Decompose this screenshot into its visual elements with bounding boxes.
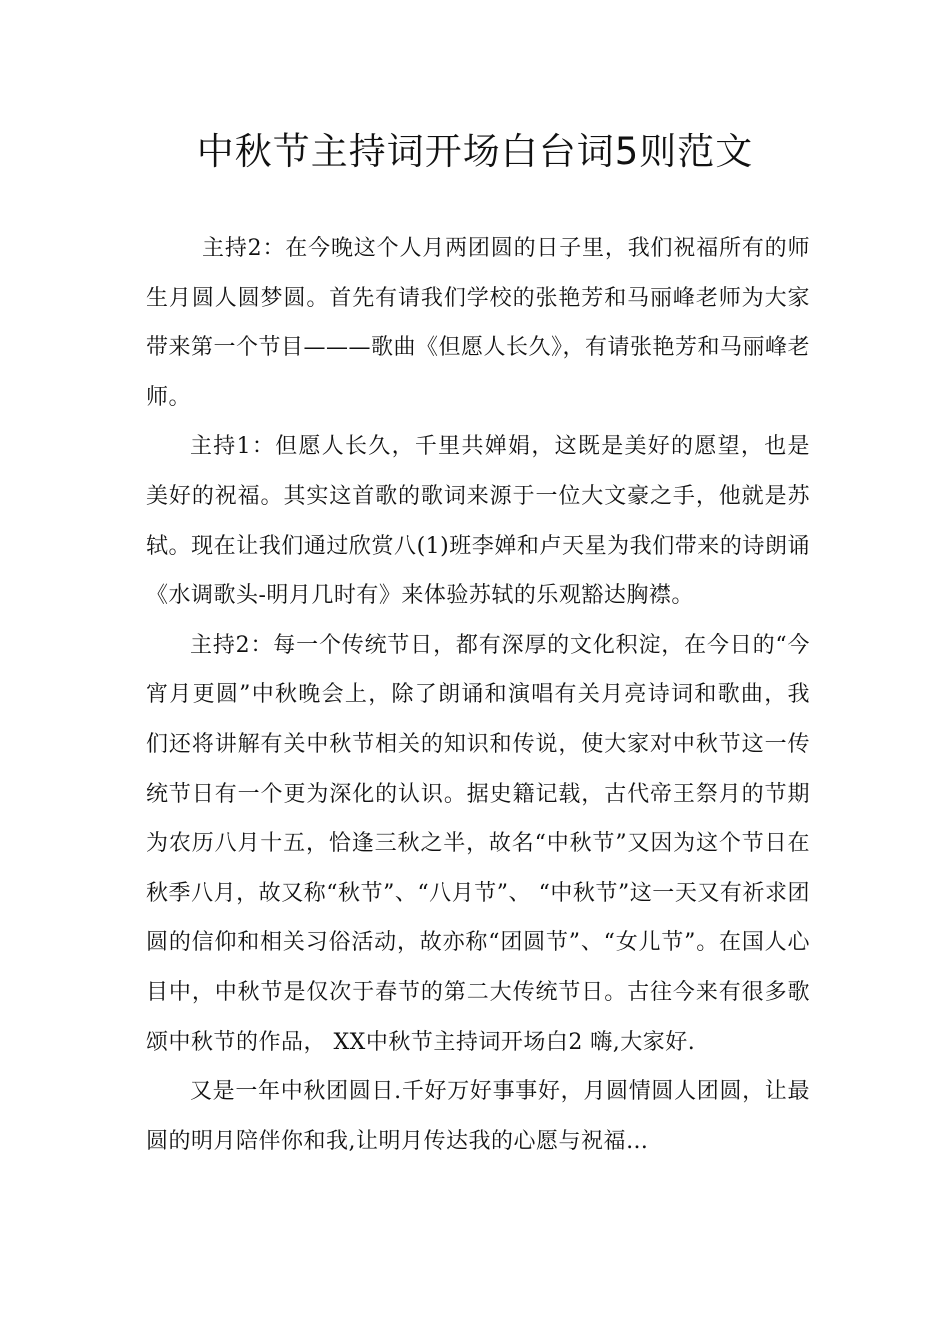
paragraph-closing-wishes: 又是一年中秋团圆日.千好万好事事好，月圆情圆人团圆，让最圆的明月陪伴你和我,让明月传达我的心愿与祝福… <box>146 1079 810 1154</box>
paragraph-host2-blessing: 主持2：在今晚这个人月两团圆的日子里，我们祝福所有的师生月圆人圆梦圆。首先有请我们学校的张艳芳和马丽峰老师为大家带来第一个节目———歌曲《但愿人长久》，有请张艳芳和马丽峰老师。 <box>146 236 811 410</box>
document-body <box>146 224 810 1166</box>
document-title: 中秋节主持词开场白台词5则范文 <box>196 130 754 173</box>
paragraph-host2-tradition: 主持2：每一个传统节日，都有深厚的文化积淀，在今日的“今宵月更圆”中秋晚会上，除了朗诵和演唱有关月亮诗词和歌曲，我们还将讲解有关中秋节相关的知识和传说，使大家对中秋节这一传统节日有一个更为深化的认识。据史籍记载，古代帝王祭月的节期为农历八月十五，恰逢三秋之半，故名“中秋节”又因为这个节日在秋季八月，故又称“秋节”、“八月节”、 “中秋节”这一天又有祈求团圆的信仰和相关习俗活动，故亦称“团圆节”、“女儿节”。在国人心目中，中秋节是仅次于春节的第二大传统节日。古往今来有很多歌颂中秋节的作品， XX中秋节主持词开场白2 嗨,大家好. <box>146 632 810 1055</box>
paragraph-host1-poem: 主持1：但愿人长久，千里共婵娟，这既是美好的愿望，也是美好的祝福。其实这首歌的歌词来源于一位大文豪之手，他就是苏轼。现在让我们通过欣赏八(1)班李婵和卢天星为我们带来的诗朗诵《水调歌头-明月几时有》来体验苏轼的乐观豁达胸襟。 <box>146 434 810 609</box>
